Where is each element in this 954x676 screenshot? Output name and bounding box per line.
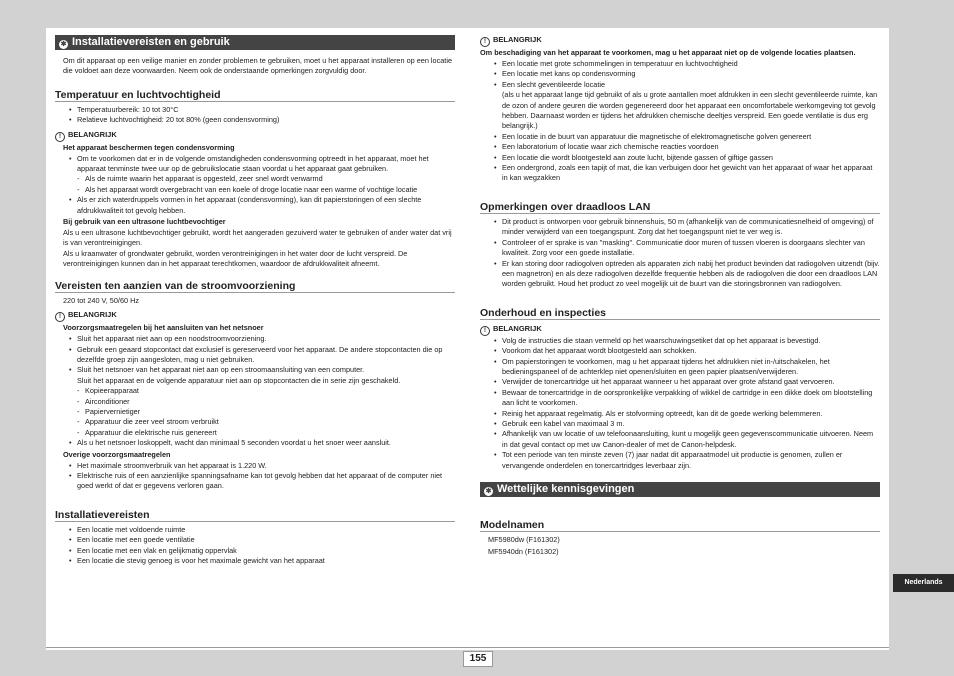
list-item: • Een locatie die wordt blootgesteld aan zoute lucht, bijtende gassen of giftige gassen	[480, 153, 880, 163]
list-item: • Relatieve luchtvochtigheid: 20 tot 80% (geen condensvorming)	[55, 115, 455, 125]
list-item: • Sluit het apparaat niet aan op een noodstroomvoorziening.	[55, 334, 455, 344]
gear-icon: ✱	[60, 41, 67, 48]
list-item: • Bewaar de tonercartridge in de oorspronkelijke verpakking of wikkel de cartridge in een dikke doek om blootstelling aan licht te voorkomen.	[480, 388, 880, 409]
list-item: • Temperatuurbereik: 10 tot 30°C	[55, 105, 455, 115]
language-tab[interactable]: Nederlands	[893, 574, 954, 592]
important-icon: !	[55, 132, 65, 142]
list-item: • Sluit het netsnoer van het apparaat niet aan op een stroomaansluiting van een computer. Sluit het apparaat en de volgende apparatuur niet aan op stopcontacten die in serie zijn geschakeld.	[55, 365, 455, 386]
list-item: • Tot een periode van ten minste zeven (7) jaar nadat dit apparaatmodel uit productie is genomen, zullen er vervangende onderdelen en tonercartridges leverbaar zijn.	[480, 450, 880, 471]
important-icon: !	[55, 312, 65, 322]
page-number: 155	[463, 651, 493, 667]
list-item: • Een locatie met een vlak en gelijkmatig oppervlak	[55, 546, 455, 556]
list-item: • Een locatie in de buurt van apparatuur die magnetische of elektromagnetische golven genereert	[480, 132, 880, 142]
important-icon: !	[480, 326, 490, 336]
list-item: • Controleer of er sprake is van "masking". Communicatie door muren of tussen vloeren is doorgaans slechter van kwaliteit. Zorg voor een goede installatie.	[480, 238, 880, 259]
list-item: - Apparatuur die zeer veel stroom verbruikt	[55, 417, 455, 427]
gear-icon: ✱	[485, 488, 492, 495]
list-item: • Reinig het apparaat regelmatig. Als er stofvorming optreedt, kan dit de goede werking belemmeren.	[480, 409, 880, 419]
heading-wlan: Opmerkingen over draadloos LAN	[480, 201, 880, 214]
list-item: • Gebruik een kabel van maximaal 3 m.	[480, 419, 880, 429]
list-item: • Gebruik een geaard stopcontact dat exclusief is gereserveerd voor het apparaat. De andere stopcontacten die op dezelfde groep zijn aangesloten, mag u niet gebruiken.	[55, 345, 455, 366]
subheading-locations: Om beschadiging van het apparaat te voorkomen, mag u het apparaat niet op de volgende locaties plaatsen.	[480, 48, 856, 57]
list-item: • Om te voorkomen dat er in de volgende omstandigheden condensvorming optreedt in het apparaat, moet het apparaat tenminste twee uur op de gebruikslocatie staan voordat u het apparaat gaat gebruiken.	[55, 154, 455, 175]
heading-install: Installatievereisten	[55, 509, 455, 522]
section-bar-legal: ✱ Wettelijke kennisgevingen	[480, 482, 880, 497]
important-label: ! BELANGRIJK	[55, 310, 455, 322]
humidifier-text-2: Als u kraanwater of grondwater gebruikt, worden verontreinigingen in het water door de lucht verspreid. De verontreinigingen kunnen dan in het apparaat terechtkomen, waardoor de afdrukkwaliteit afneemt.	[63, 248, 408, 269]
list-item: - Als de ruimte waarin het apparaat is opgesteld, zeer snel wordt verwarmd	[55, 174, 455, 184]
list-item: • Een slecht geventileerde locatie (als u het apparaat lange tijd gebruikt of als u grote aantallen moet afdrukken in een slecht geventileerde ruimte, kan de ozon of andere geuren die worden gegenereerd door het apparaat een oncomfortabele werkomgeving tot gevolg hebben. Daarnaast worden er tijdens het afdrukken chemische deeltjes verspreid. Een goede ventilatie is dus erg belangrijk.)	[480, 80, 880, 132]
list-item: • Als er zich waterdruppels vormen in het apparaat (condensvorming), kan dit papierstoringen of een slechte afdrukkwaliteit tot gevolg hebben.	[55, 195, 455, 216]
subheading-condensation: Het apparaat beschermen tegen condensvorming	[63, 142, 235, 152]
left-column	[55, 35, 455, 567]
list-item: - Als het apparaat wordt overgebracht van een koele of droge locatie naar een warme of vochtige locatie	[55, 185, 455, 195]
list-item: • Een locatie die stevig genoeg is voor het maximale gewicht van het apparaat	[55, 556, 455, 566]
subheading-humidifier: Bij gebruik van een ultrasone luchtbevochtiger	[63, 217, 226, 227]
heading-maintenance: Onderhoud en inspecties	[480, 307, 880, 320]
list-item: • Het maximale stroomverbruik van het apparaat is 1.220 W.	[55, 461, 455, 471]
model-name: MF5980dw (F161302)	[488, 535, 560, 544]
section-bar-installation: ✱ Installatievereisten en gebruik	[55, 35, 455, 50]
list-item: • Een locatie met voldoende ruimte	[55, 525, 455, 535]
important-label: ! BELANGRIJK	[480, 35, 880, 47]
list-item: • Voorkom dat het apparaat wordt blootgesteld aan schokken.	[480, 346, 880, 356]
list-item: • Afhankelijk van uw locatie of uw telefoonaansluiting, kunt u mogelijk geen gegevenscommunicatie uitvoeren. Neem in dat geval contact op met uw Canon-dealer of met de Canon-helpdesk.	[480, 429, 880, 450]
heading-power: Vereisten ten aanzien van de stroomvoorziening	[55, 280, 455, 293]
intro-text: Om dit apparaat op een veilige manier en zonder problemen te gebruiken, moet u het apparaat installeren op een locatie die voldoet aan deze voorwaarden. Neem ook de onderstaande opmerkingen zorgvuldig door.	[63, 56, 453, 76]
list-item: • Een locatie met kans op condensvorming	[480, 69, 880, 79]
subheading-power-cord: Voorzorgsmaatregelen bij het aansluiten van het netsnoer	[63, 323, 264, 333]
subheading-other: Overige voorzorgsmaatregelen	[63, 449, 171, 459]
power-spec: 220 tot 240 V, 50/60 Hz	[63, 295, 140, 305]
list-item: • Verwijder de tonercartridge uit het apparaat wanneer u het apparaat over grote afstand gaat vervoeren.	[480, 377, 880, 387]
temp-list	[55, 105, 455, 126]
list-item: • Elektrische ruis of een aanzienlijke spanningsafname kan tot gevolg hebben dat het apparaat of de computer niet goed werkt of dat er gegevens verloren gaan.	[55, 471, 455, 492]
list-item: • Volg de instructies die staan vermeld op het waarschuwingsetiket dat op het apparaat is bevestigd.	[480, 336, 880, 346]
right-column	[480, 35, 880, 560]
list-item: • Een locatie met grote schommelingen in temperatuur en luchtvochtigheid	[480, 59, 880, 69]
list-item: • Een ondergrond, zoals een tapijt of mat, die kan verbuigen door het gewicht van het apparaat of waar het apparaat in kan wegzakken	[480, 163, 880, 184]
important-icon: !	[480, 37, 490, 47]
document-page	[46, 28, 889, 650]
important-label: ! BELANGRIJK	[55, 130, 455, 142]
model-name: MF5940dn (F161302)	[488, 547, 559, 557]
list-item: • Een locatie met een goede ventilatie	[55, 535, 455, 545]
list-item: • Dit product is ontworpen voor gebruik binnenshuis, 50 m (afhankelijk van de communicatiesnelheid of omgeving) of minder verwijderd van een toegangspunt. Zorg dat het toegangspunt niet te ver weg is.	[480, 217, 880, 238]
list-item: • Er kan storing door radiogolven optreden als apparaten zich nabij het product bevinden dat radiogolven uitzendt (bijv. een magnetron) en als deze radiogolven dezelfde frequentie hebben als de radiogolven die door een draadloos LAN worden gebruikt. Houd het product zo veel mogelijk uit de buurt van die storingsbronnen van radiogolven.	[480, 259, 880, 290]
list-item: - Apparatuur die elektrische ruis genereert	[55, 428, 455, 438]
heading-temperature: Temperatuur en luchtvochtigheid	[55, 89, 455, 102]
footer-rule	[46, 647, 889, 648]
humidifier-text-1: Als u een ultrasone luchtbevochtiger gebruikt, wordt het aangeraden gezuiverd water te gebruiken of ander water dat vrij is van verontreinigingen.	[63, 228, 452, 248]
important-label: ! BELANGRIJK	[480, 324, 880, 336]
list-item: - Airconditioner	[55, 397, 455, 407]
list-item: • Als u het netsnoer loskoppelt, wacht dan minimaal 5 seconden voordat u het snoer weer aansluit.	[55, 438, 455, 448]
list-item: - Kopieerapparaat	[55, 386, 455, 396]
list-item: - Papiervernietiger	[55, 407, 455, 417]
list-item: • Om papierstoringen te voorkomen, mag u het apparaat tijdens het afdrukken niet in-/uitschakelen, het bedieningspaneel of de achterklep niet openen/sluiten en geen papier plaatsen/verwijderen.	[480, 357, 880, 378]
list-item: • Een laboratorium of locatie waar zich chemische reacties voordoen	[480, 142, 880, 152]
heading-models: Modelnamen	[480, 519, 880, 532]
